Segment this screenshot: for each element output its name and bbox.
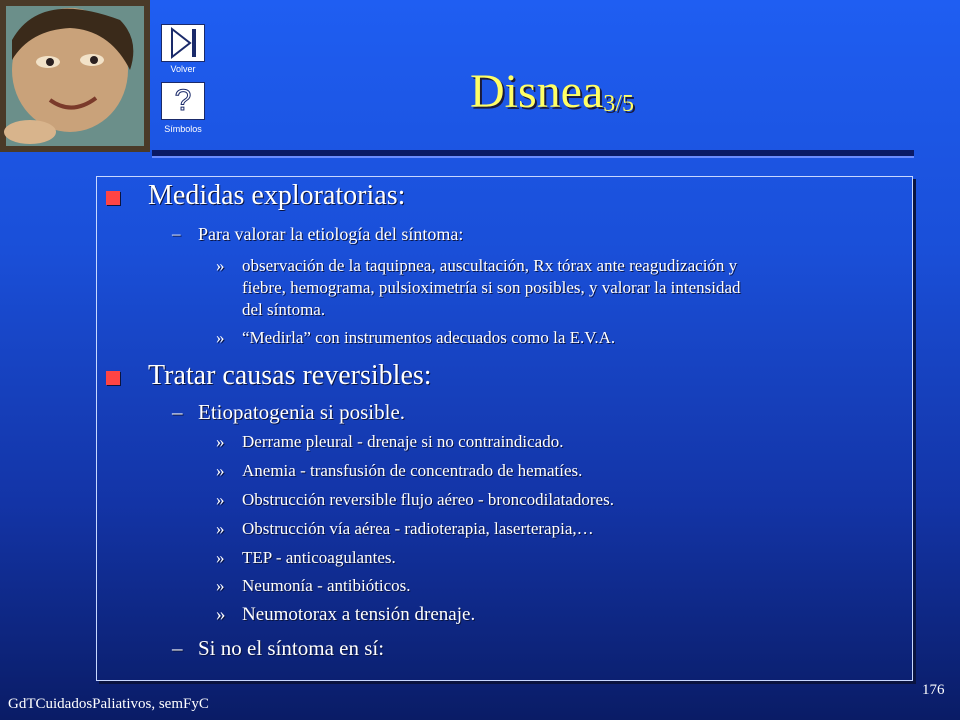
page-number: 176 (922, 682, 945, 698)
section-heading: Tratar causas reversibles: (148, 360, 432, 391)
sub-item: Para valorar la etiología del síntoma: (198, 224, 464, 244)
title-divider (152, 150, 914, 158)
slide-title (470, 64, 710, 124)
back-button[interactable] (161, 24, 205, 62)
dash-marker: – (172, 400, 183, 424)
detail-line: Anemia - transfusión de concentrado de hematíes. (242, 461, 583, 480)
guillemet-marker: » (216, 576, 225, 595)
guillemet-marker: » (216, 490, 225, 509)
detail-line: Obstrucción vía aérea - radioterapia, laserterapia,… (242, 519, 594, 538)
symbols-label: Símbolos (164, 124, 202, 134)
bullet-square-icon (106, 371, 120, 385)
guillemet-marker: » (216, 256, 225, 275)
question-icon: ? (174, 84, 192, 117)
guillemet-marker: » (216, 604, 226, 625)
title-text: Disnea (470, 65, 604, 118)
guillemet-marker: » (216, 432, 225, 451)
guillemet-marker: » (216, 548, 225, 567)
detail-line: TEP - anticoagulantes. (242, 548, 396, 567)
section-heading: Medidas exploratorias: (148, 180, 406, 211)
detail-line: “Medirla” con instrumentos adecuados como la E.V.A. (242, 328, 616, 347)
footer-credit: GdTCuidadosPaliativos, semFyC (8, 696, 209, 712)
symbols-button[interactable] (161, 82, 205, 120)
detail-line: Derrame pleural - drenaje si no contraindicado. (242, 432, 564, 451)
portrait-image (0, 0, 150, 152)
detail-line: fiebre, hemograma, pulsioximetría si son posibles, y valorar la intensidad (242, 278, 741, 297)
detail-line: observación de la taquipnea, auscultación, Rx tórax ante reagudización y (242, 256, 738, 275)
sub-item: Etiopatogenia si posible. (198, 400, 406, 424)
dash-marker: – (172, 636, 183, 660)
detail-line: Neumonía - antibióticos. (242, 576, 411, 595)
bullet-square-icon (106, 191, 120, 205)
back-label: Volver (170, 64, 196, 74)
guillemet-marker: » (216, 461, 225, 480)
detail-line: del síntoma. (242, 300, 326, 319)
sub-item: Si no el síntoma en sí: (198, 636, 385, 660)
detail-line: Neumotorax a tensión drenaje. (242, 604, 476, 625)
title-subscript: 3/5 (603, 91, 634, 117)
guillemet-marker: » (216, 328, 225, 347)
dash-marker: – (172, 224, 181, 243)
play-end-icon (162, 25, 204, 61)
guillemet-marker: » (216, 519, 225, 538)
detail-line: Obstrucción reversible flujo aéreo - broncodilatadores. (242, 490, 614, 509)
